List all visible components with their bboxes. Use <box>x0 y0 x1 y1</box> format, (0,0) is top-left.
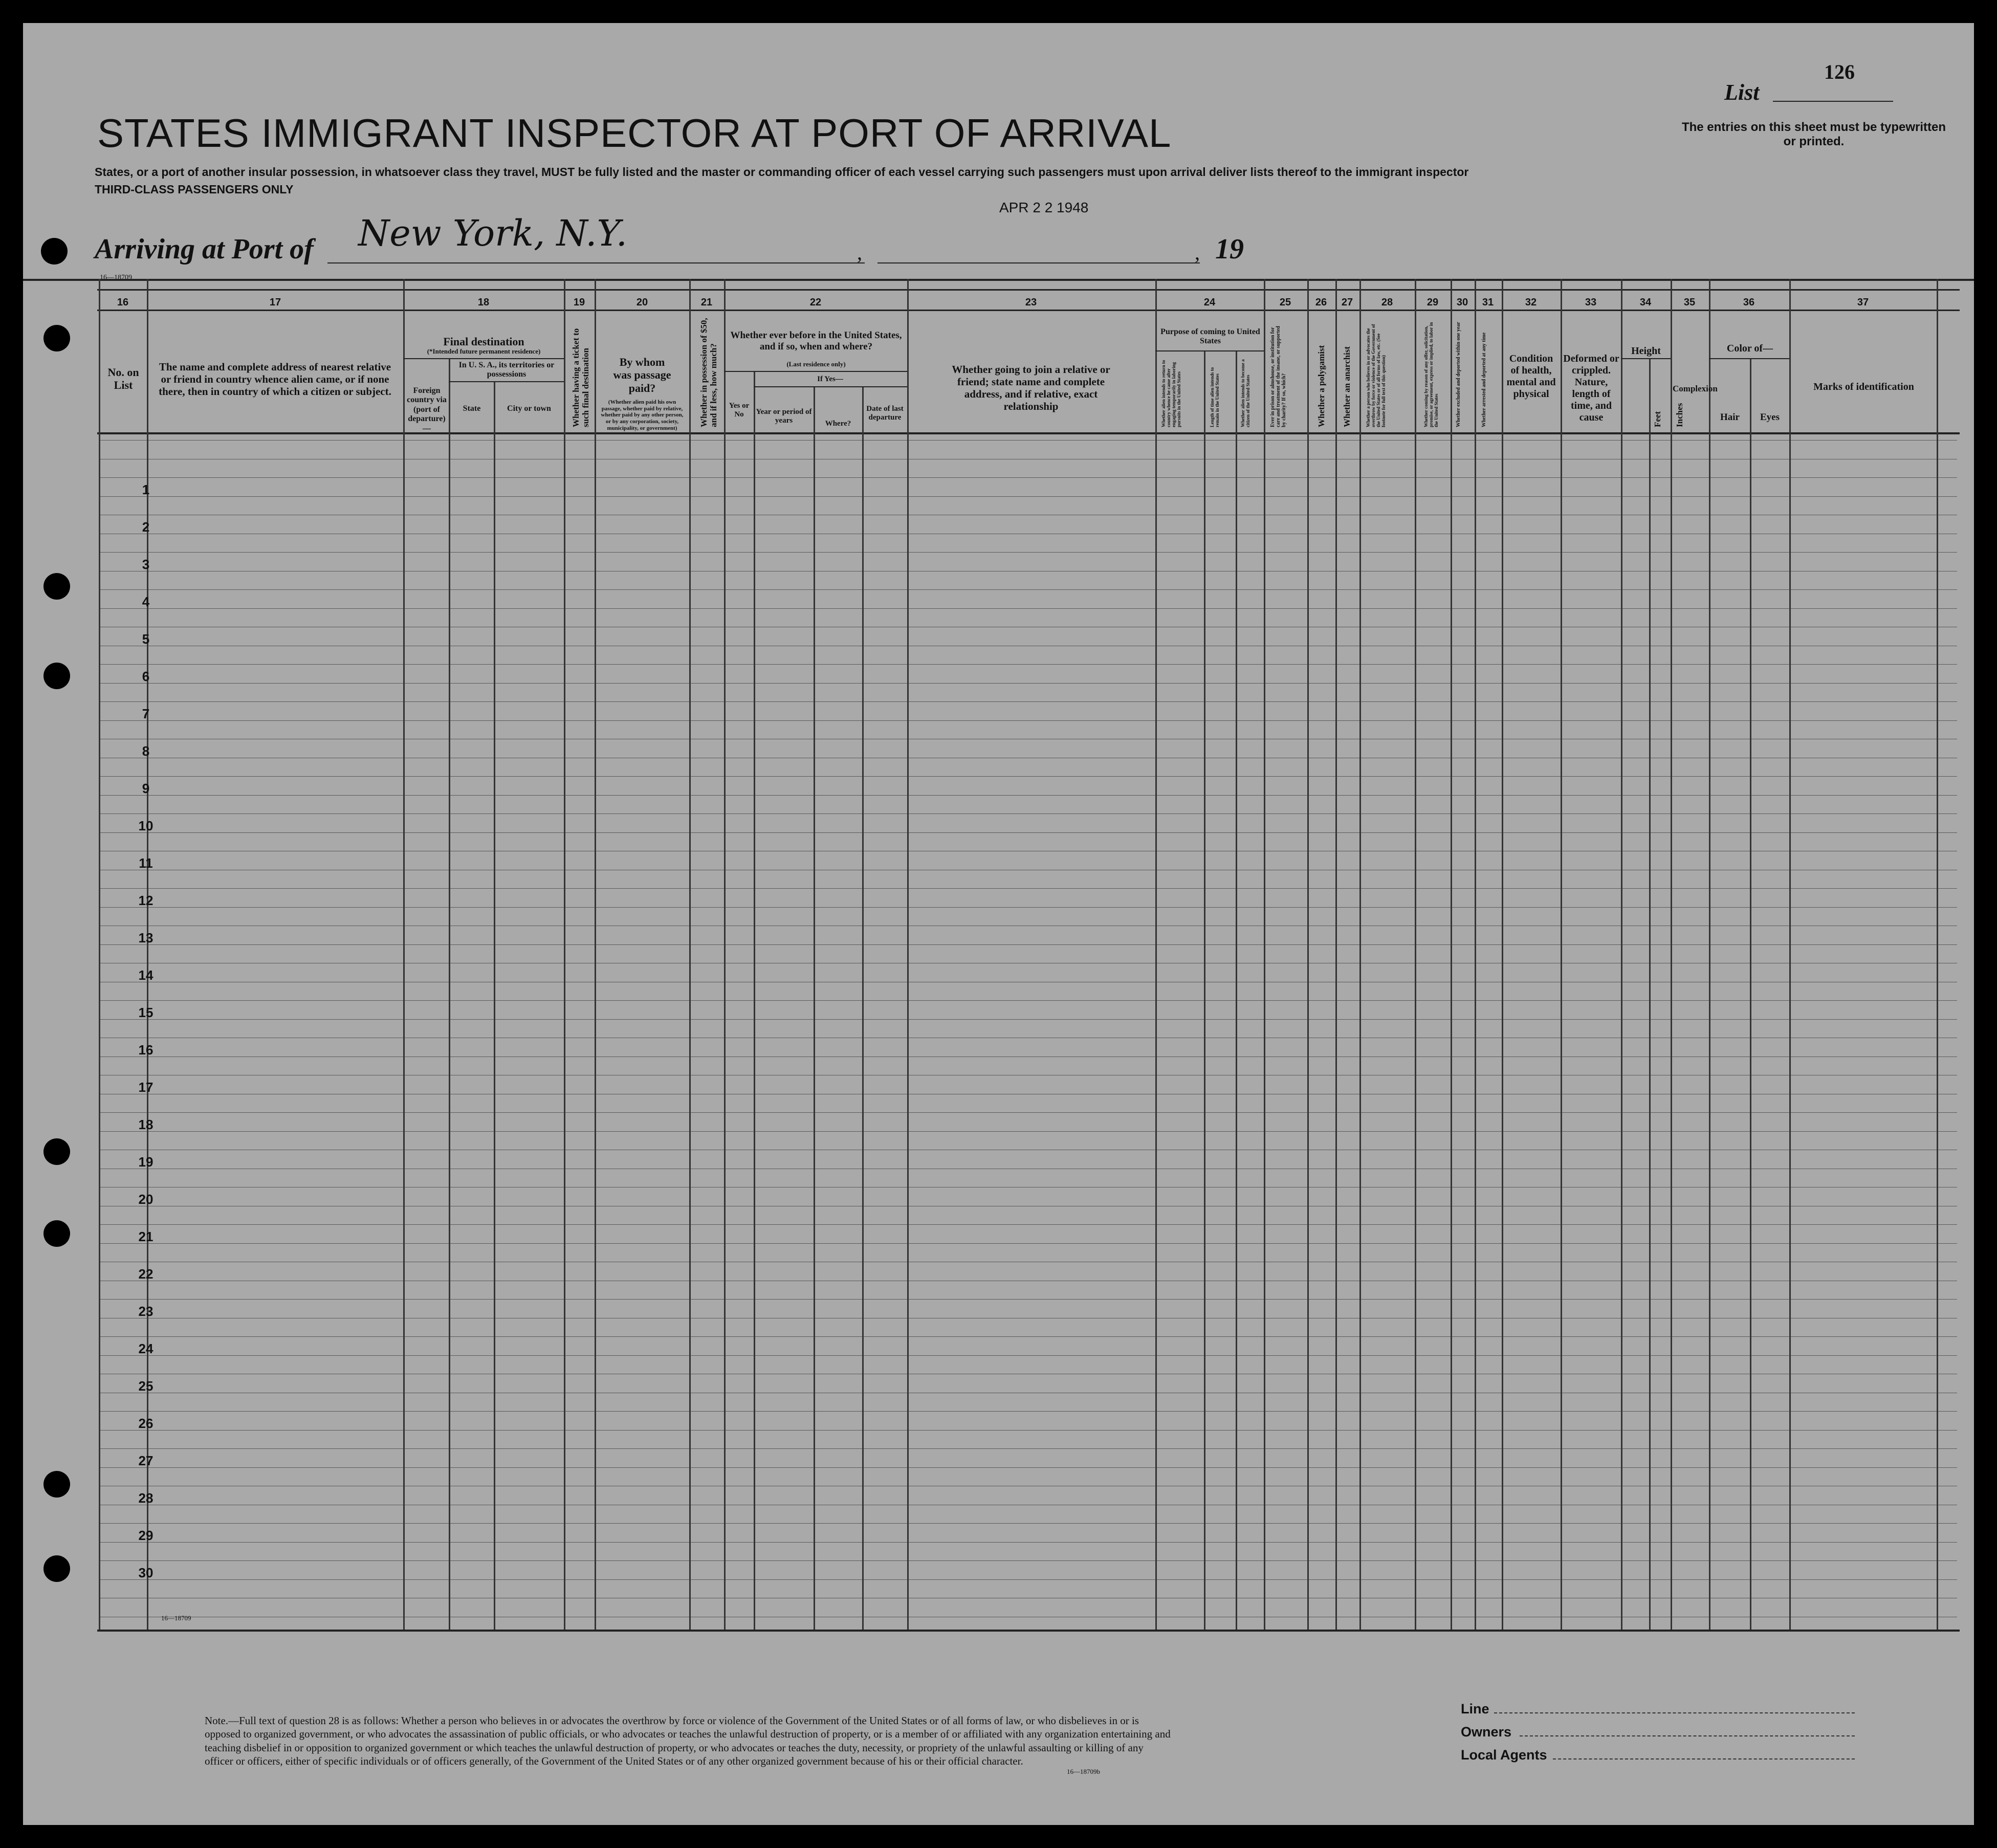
row-rule <box>100 1523 1957 1524</box>
column-rule <box>1621 279 1622 1630</box>
line-rule <box>1494 1712 1855 1713</box>
header-if-yes: If Yes— <box>817 375 843 383</box>
header-bottom-rule <box>97 432 1960 434</box>
row-number: 30 <box>138 1565 153 1580</box>
column-rule <box>689 279 691 1630</box>
header-anarchist: Whether an anarchist <box>1342 346 1352 427</box>
subheader-rule <box>449 381 564 382</box>
row-number: 22 <box>138 1266 153 1282</box>
comma: , <box>857 241 862 264</box>
header-hair: Hair <box>1720 412 1740 423</box>
column-rule <box>1204 350 1205 1630</box>
column-rule <box>1475 279 1476 1630</box>
port-rule <box>327 262 865 263</box>
column-number: 34 <box>1639 297 1652 308</box>
row-rule <box>100 795 1957 796</box>
row-number: 1 <box>142 482 150 497</box>
header-yes-no: Yes or No <box>729 402 750 419</box>
list-number-rule <box>1773 101 1893 102</box>
header-ticket: Whether having a ticket to such final destination <box>571 328 590 427</box>
header-arrested: Whether arrested and deported at any time <box>1481 332 1487 427</box>
header-no-on-list: No. on List <box>107 366 139 392</box>
row-rule <box>100 832 1957 833</box>
column-number: 28 <box>1381 297 1393 308</box>
column-rule <box>1750 358 1751 1630</box>
row-rule <box>100 1448 1957 1449</box>
row-rule <box>100 1112 1957 1113</box>
row-number: 12 <box>138 893 153 908</box>
column-rule <box>724 279 726 1630</box>
column-number: 25 <box>1279 297 1291 308</box>
row-number: 29 <box>138 1528 153 1543</box>
column-number: 33 <box>1585 297 1597 308</box>
row-rule <box>100 1243 1957 1244</box>
row-rule <box>100 1224 1957 1225</box>
subheader-rule <box>724 371 907 372</box>
subheader-rule <box>1155 350 1264 351</box>
column-number: 16 <box>117 297 129 308</box>
table-bottom-rule <box>97 1630 1960 1632</box>
header-final-destination-sub: (*Intended future permanent residence) <box>427 347 541 355</box>
header-excluded: Whether excluded and deported within one year <box>1456 322 1461 427</box>
column-number: 30 <box>1456 297 1468 308</box>
row-number: 27 <box>138 1453 153 1468</box>
header-usa: In U. S. A., its territories or possessions <box>458 361 555 379</box>
column-number: 27 <box>1341 297 1353 308</box>
row-rule <box>100 907 1957 908</box>
row-number: 17 <box>138 1080 153 1095</box>
row-number: 9 <box>142 781 150 796</box>
form-code: 16—18709 <box>161 1614 191 1622</box>
header-feet: Feet <box>1653 411 1662 427</box>
column-number: 18 <box>477 297 490 308</box>
row-rule <box>100 1411 1957 1412</box>
column-rule <box>862 386 864 1630</box>
column-rule <box>1561 279 1562 1630</box>
row-rule <box>100 1542 1957 1543</box>
column-rule <box>754 371 755 1630</box>
row-number: 10 <box>138 818 153 833</box>
row-rule <box>100 608 1957 609</box>
column-rule <box>449 358 450 1630</box>
manifest-sheet <box>23 23 1974 1825</box>
column-rule <box>1359 279 1361 1630</box>
row-number: 26 <box>138 1416 153 1431</box>
column-rule <box>1335 279 1337 1630</box>
column-rule <box>1937 279 1938 1630</box>
punch-hole <box>43 1138 70 1165</box>
class-label: THIRD-CLASS PASSENGERS ONLY <box>95 183 294 196</box>
column-number: 26 <box>1315 297 1327 308</box>
header-ever-before-sub: (Last residence only) <box>786 360 846 368</box>
column-rule <box>1307 279 1309 1630</box>
header-complexion: Complexion <box>1673 384 1718 393</box>
header-deformed: Deformed or crippled. Nature, length of time, and cause <box>1563 353 1619 423</box>
subheader-rule <box>1709 358 1789 359</box>
row-number: 11 <box>139 855 153 871</box>
row-rule <box>100 496 1957 497</box>
column-number: 31 <box>1482 297 1494 308</box>
header-height: Height <box>1631 345 1661 357</box>
punch-hole <box>41 238 68 265</box>
row-number: 13 <box>138 930 153 945</box>
row-rule <box>100 683 1957 684</box>
column-rule <box>1415 279 1416 1630</box>
column-number: 20 <box>636 297 648 308</box>
header-final-destination: Final destination <box>443 335 524 348</box>
year-prefix: 19 <box>1215 233 1244 265</box>
row-number: 24 <box>138 1341 153 1356</box>
comma: , <box>1195 241 1200 264</box>
row-number: 21 <box>138 1229 153 1244</box>
row-number: 4 <box>142 594 150 609</box>
local-agents-rule <box>1553 1758 1855 1759</box>
row-rule <box>100 1131 1957 1132</box>
arriving-label: Arriving at Port of <box>95 233 314 265</box>
subheader-rule <box>1621 358 1671 359</box>
row-number: 6 <box>142 669 150 684</box>
header-marks: Marks of identification <box>1813 381 1914 392</box>
date-stamp: APR 2 2 1948 <box>999 200 1089 215</box>
column-rule <box>1671 279 1672 1630</box>
header-inches: Inches <box>1675 403 1684 427</box>
row-rule <box>100 589 1957 590</box>
row-rule <box>100 1560 1957 1561</box>
row-number: 19 <box>138 1154 153 1170</box>
row-rule <box>100 1336 1957 1337</box>
header-passage-paid: By whom was passage paid? <box>613 356 671 394</box>
column-number: 24 <box>1203 297 1216 308</box>
row-number: 20 <box>138 1192 153 1207</box>
row-rule <box>100 888 1957 889</box>
header-state: State <box>463 404 481 413</box>
header-color-of: Color of— <box>1726 343 1773 354</box>
column-number: 23 <box>1025 297 1037 308</box>
header-purpose: Purpose of coming to United States <box>1160 327 1260 346</box>
subtitle: States, or a port of another insular possession, in whatsoever class they travel, MUST be fully listed and the master or commanding officer of each vessel carrying such passengers must upon arrival deliver lists thereof to the immigrant inspector <box>95 165 1469 179</box>
column-rule <box>814 386 815 1630</box>
row-number: 15 <box>138 1005 153 1020</box>
header-purpose-b: Length of time alien intends to remain in the United States <box>1210 367 1220 427</box>
column-rule <box>1264 279 1265 1630</box>
row-number: 3 <box>142 557 150 572</box>
column-number: 17 <box>269 297 281 308</box>
punch-hole <box>43 1471 70 1498</box>
column-rule <box>564 279 565 1630</box>
row-number: 25 <box>138 1378 153 1394</box>
row-rule <box>100 1299 1957 1300</box>
row-number: 16 <box>138 1042 153 1058</box>
column-rule <box>595 279 596 1630</box>
owners-rule <box>1520 1735 1855 1736</box>
row-rule <box>100 1019 1957 1020</box>
column-number: 21 <box>700 297 713 308</box>
header-city: City or town <box>507 404 551 413</box>
instruction-text: The entries on this sheet must be typewritten or printed. <box>1681 120 1946 148</box>
local-agents-label: Local Agents <box>1461 1747 1547 1763</box>
column-number: 32 <box>1525 297 1537 308</box>
row-rule <box>100 944 1957 945</box>
row-number: 7 <box>142 706 150 721</box>
row-number: 23 <box>138 1304 153 1319</box>
line-label: Line <box>1461 1701 1489 1717</box>
page-title: STATES IMMIGRANT INSPECTOR AT PORT OF ARRIVAL <box>97 111 1172 156</box>
column-number: 35 <box>1683 297 1696 308</box>
owners-label: Owners <box>1461 1724 1512 1740</box>
header-prison: Ever in prison or almshouse, or institution for care and treatment of the insane, or supported by charity? If so, which? <box>1270 326 1287 427</box>
column-number: 22 <box>809 297 822 308</box>
row-rule <box>100 477 1957 478</box>
header-nearest-relative: The name and complete address of nearest relative or friend in country whence alien came, or if none there, then in country of which a citizen or subject. <box>159 361 391 398</box>
header-labor-offer: Whether coming by reason of any offer, solicitation, promise, or agreement, express or implied, to labor in the United States <box>1423 322 1439 427</box>
header-period: Year or period of years <box>756 408 812 425</box>
row-rule <box>100 813 1957 814</box>
header-rule <box>97 310 1960 311</box>
row-rule <box>100 1467 1957 1468</box>
form-code: 16—18709b <box>1067 1768 1100 1775</box>
subheader-rule <box>403 358 564 359</box>
list-label: List <box>1724 80 1760 105</box>
column-rule <box>494 381 495 1630</box>
column-rule <box>99 279 100 1630</box>
footnote-question-28: Note.—Full text of question 28 is as follows: Whether a person who believes in or advocates the overthrow by force or violence of the Government of the United States or of all forms of law, or who disbelieves in or is opposed to organized government, or who advocates the assassination of public officials, or who advocates or teaches the unlawful destruction of property, or is a member of or affiliated with any organization entertaining and teaching disbelief in or opposition to organized government or which teaches the unlawful destruction of property, or who advocates or teaches the duty, necessity, or propriety of the unlawful assaulting or killing of any officer or officers, either of specific individuals or of officers generally, of the Government of the United States or of any other organized government because of his or their official character. <box>205 1714 1171 1767</box>
column-rule <box>1709 279 1710 1630</box>
header-eyes: Eyes <box>1760 412 1780 423</box>
row-rule <box>100 1355 1957 1356</box>
list-number: 126 <box>1824 60 1855 83</box>
header-where: Where? <box>825 420 851 428</box>
column-number: 19 <box>573 297 585 308</box>
row-number: 2 <box>142 519 150 535</box>
column-rule <box>1649 358 1651 1630</box>
punch-hole <box>43 1555 70 1582</box>
table-top-rule <box>23 279 1974 281</box>
header-passage-paid-sub: (Whether alien paid his own passage, whether paid by relative, whether paid by any other person, or by any corporation, society, municipality, or government) <box>601 399 684 431</box>
row-rule <box>100 1579 1957 1580</box>
punch-hole <box>43 663 70 689</box>
row-rule <box>100 701 1957 702</box>
header-ever-before: Whether ever before in the United States, and if so, when and where? <box>730 330 902 352</box>
header-fifty-dollars: Whether in possession of $50, and if less, how much? <box>699 318 718 427</box>
punch-hole <box>43 325 70 351</box>
header-purpose-a: Whether alien intends to return to country whence he came after engaging temporarily in laboring pursuits in the United States <box>1161 360 1181 427</box>
row-number: 28 <box>138 1490 153 1506</box>
punch-hole <box>43 1220 70 1247</box>
header-date-departure: Date of last departure <box>866 405 904 422</box>
row-rule <box>100 552 1957 553</box>
punch-hole <box>43 573 70 600</box>
row-number: 18 <box>138 1117 153 1132</box>
column-number: 36 <box>1743 297 1755 308</box>
row-rule <box>100 1430 1957 1431</box>
row-rule <box>100 664 1957 665</box>
column-number: 37 <box>1857 297 1869 308</box>
row-number: 5 <box>142 631 150 647</box>
subheader-rule <box>754 386 907 387</box>
column-rule <box>907 279 909 1630</box>
row-rule <box>100 440 1957 441</box>
row-rule <box>100 776 1957 777</box>
row-rule <box>100 1000 1957 1001</box>
header-foreign-country: Foreign country via (port of departure)— <box>407 386 447 433</box>
header-going-to-join: Whether going to join a relative or friend; state name and complete address, and if relative, exact relationship <box>952 363 1110 413</box>
column-rule <box>1789 279 1791 1630</box>
port-handwritten: New York, N.Y. <box>358 212 627 254</box>
header-polygamist: Whether a polygamist <box>1316 345 1326 427</box>
column-rule <box>1236 350 1237 1630</box>
column-number: 29 <box>1427 297 1439 308</box>
column-rule <box>1502 279 1503 1630</box>
header-overthrow: Whether a person who believes in or advocates the overthrow by force or violence of the Government of the United States or of all forms of law, etc. (See footnote for full text of this question) <box>1366 324 1386 427</box>
column-rule <box>1155 279 1157 1630</box>
header-condition: Condition of health, mental and physical <box>1506 353 1556 400</box>
form-code: 16—18709 <box>100 274 132 281</box>
row-number: 14 <box>138 967 153 983</box>
column-rule <box>1451 279 1452 1630</box>
row-rule <box>100 720 1957 721</box>
row-number: 8 <box>142 743 150 759</box>
column-rule <box>403 279 405 1630</box>
date-rule <box>877 262 1200 263</box>
header-purpose-c: Whether alien intends to become a citizen of the United States <box>1240 359 1250 427</box>
column-number-rule <box>97 289 1960 291</box>
